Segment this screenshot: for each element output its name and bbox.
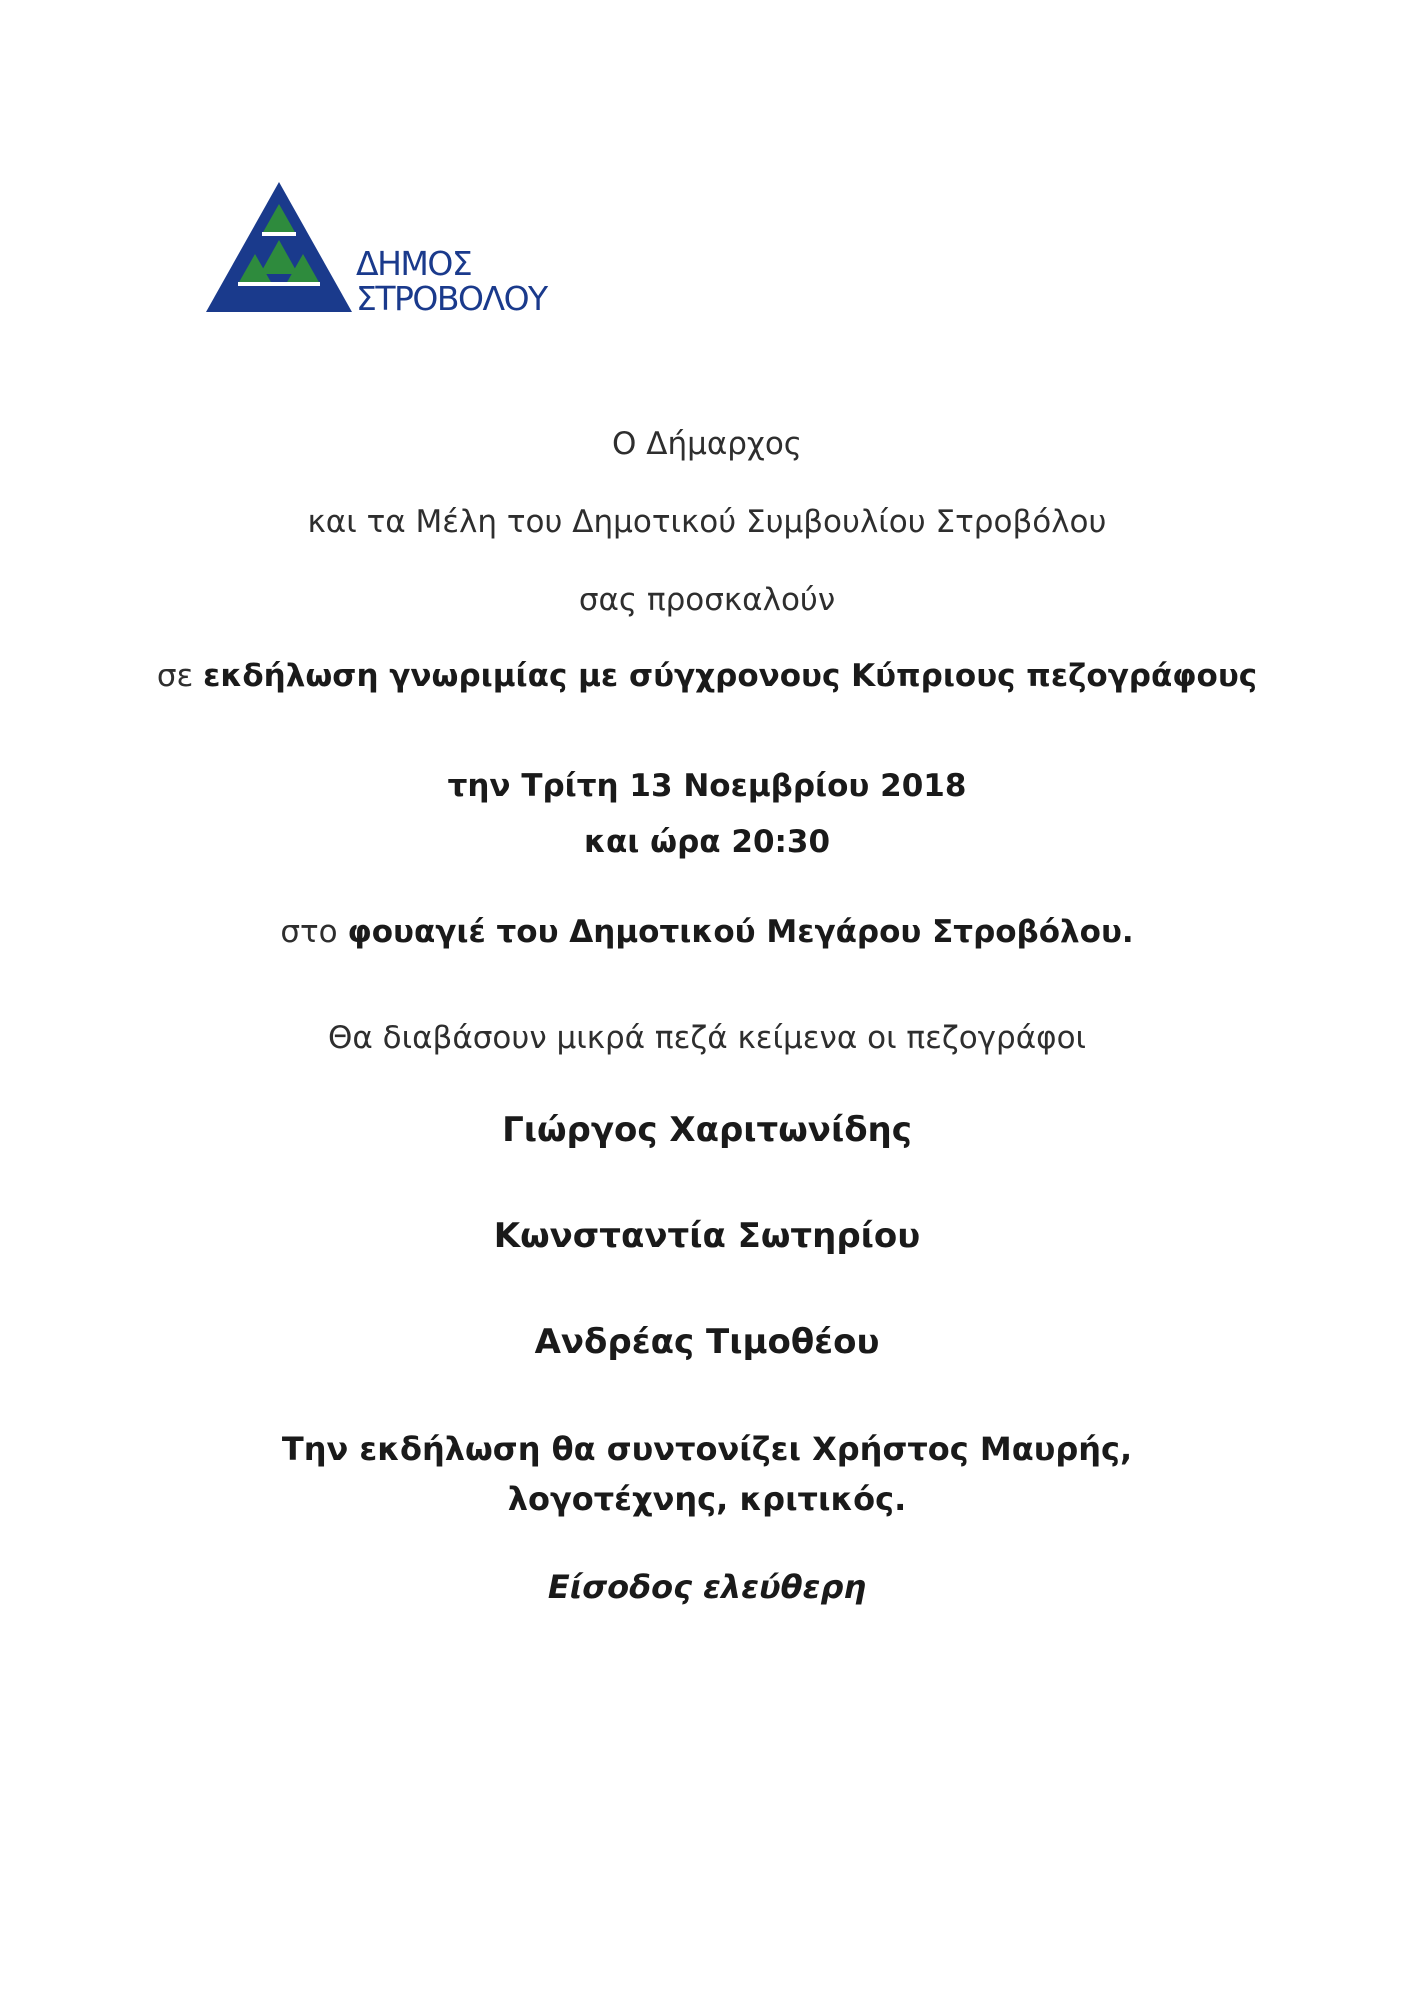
- event-title: εκδήλωση γνωριμίας με σύγχρονους Κύπριους πεζογράφους: [203, 658, 1258, 694]
- moderator-line-1: Την εκδήλωση θα συντονίζει Χρήστος Μαυρής,: [281, 1430, 1133, 1468]
- logo-text: [356, 246, 547, 316]
- date-line: την Τρίτη 13 Νοεμβρίου 2018: [447, 768, 967, 804]
- readers-intro: Θα διαβάσουν μικρά πεζά κείμενα οι πεζογράφοι: [327, 1020, 1087, 1056]
- logo-text-line2: ΣΤΡΟΒΟΛΟΥ: [356, 279, 547, 318]
- logo-text-line1: ΔΗΜΟΣ: [356, 244, 472, 283]
- author-3: Ανδρέας Τιμοθέου: [534, 1322, 880, 1362]
- mayor-line: Ο Δήμαρχος: [611, 426, 802, 462]
- invite-line: σας προσκαλούν: [578, 582, 836, 618]
- venue-name: φουαγιέ του Δημοτικού Μεγάρου Στροβόλου.: [347, 914, 1134, 950]
- event-prefix: σε: [156, 658, 204, 694]
- author-2: Κωνσταντία Σωτηρίου: [493, 1216, 921, 1256]
- council-line: και τα Μέλη του Δημοτικού Συμβουλίου Στροβόλου: [307, 504, 1107, 540]
- moderator-line-2: λογοτέχνης, κριτικός.: [507, 1480, 907, 1518]
- triangle-emblem-icon: [206, 182, 352, 312]
- author-1: Γιώργος Χαριτωνίδης: [502, 1110, 912, 1150]
- entry-line: Είσοδος ελεύθερη: [547, 1568, 867, 1606]
- event-line: [0, 658, 1414, 694]
- venue-line: [0, 914, 1414, 950]
- municipality-logo: [206, 182, 566, 318]
- time-line: και ώρα 20:30: [583, 824, 831, 860]
- venue-prefix: στο: [280, 914, 348, 950]
